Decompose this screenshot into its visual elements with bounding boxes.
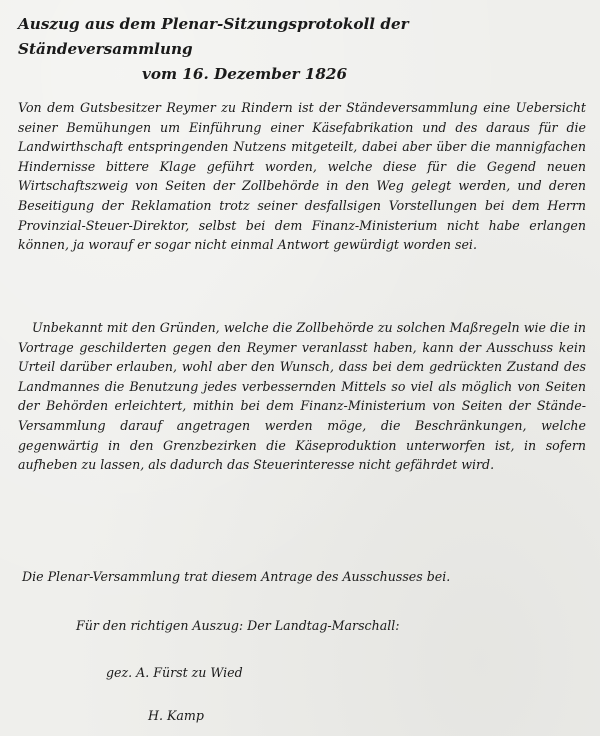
paragraph-1: Von dem Gutsbesitzer Reymer zu Rindern ist der Ständeversammlung eine Uebersicht seiner Bemühungen um Einführung einer Käsefabrikation und des daraus für die Landwirthschaft entspringenden Nutzens mitgeteilt, dabei aber über die mannigfachen Hindernisse bittere Klage geführt worden, welche diese für die Gegend neuen Wirtschaftszweig von Seiten der Zollbehörde in den Weg gelegt werden, und deren Beseitigung der Reklamation trotz seiner desfallsigen Vorstellungen bei dem Herrn Provinzial-Steuer-Direktor, selbst bei dem Finanz-Ministerium nicht habe erlangen können, ja worauf er sogar nicht einmal Antwort gewürdigt worden sei. [18,100,586,253]
paragraph-2: Unbekannt mit den Gründen, welche die Zollbehörde zu solchen Maßregeln wie die in Vortrage geschilderten gegen den Reymer veranlasst haben, kann der Ausschuss kein Urteil darüber erlauben, wohl aber den Wunsch, dass bei dem gedrückten Zustand des Landmannes die Benutzung jedes verbessernden Mittels so viel als möglich von Seiten der Behörden erleichtert, mithin bei dem Finanz-Ministerium von Seiten der Stände-Versammlung darauf angetragen werden möge, die Beschränkungen, welche gegenwärtig in den Grenzbezirken die Käseproduktion unterworfen ist, in sofern aufheben zu lassen, als dadurch das Steuerinteresse nicht gefährdet wird. [18,320,586,473]
signature-wied: gez. A. Fürst zu Wied [106,665,243,680]
title-line-2: vom 16. Dezember 1826 [142,65,348,83]
certification-line: Für den richtigen Auszug: Der Landtag-Marschall: [76,618,400,633]
signature-kamp: H. Kamp [148,708,204,723]
document-title [18,12,588,87]
title-line-1: Auszug aus dem Plenar-Sitzungsprotokoll der Ständeversammlung [18,15,409,58]
resolution-line: Die Plenar-Versammlung trat diesem Antrage des Ausschusses bei. [22,569,451,584]
